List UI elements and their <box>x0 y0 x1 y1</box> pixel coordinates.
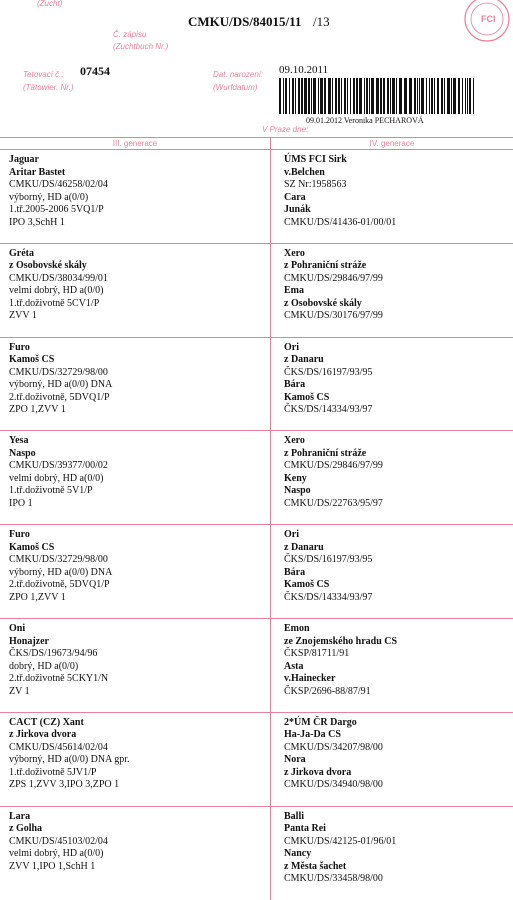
birth-date-value: 09.10.2011 <box>279 64 329 76</box>
barcode-bar <box>332 78 333 114</box>
top-divider <box>0 137 513 138</box>
barcode-bar <box>347 78 348 114</box>
barcode-bar <box>431 78 433 114</box>
entry-line: SZ Nr:1958563 <box>284 179 347 190</box>
entry-line: ČKS/DS/14334/93/97 <box>284 404 373 416</box>
barcode-bar <box>364 78 365 114</box>
barcode-bar <box>308 78 310 114</box>
barcode-bar <box>434 78 435 114</box>
barcode-bar <box>447 78 450 114</box>
gen3-entry <box>9 342 112 417</box>
birth-date-label: Dat. narození: <box>213 70 264 79</box>
entry-line: CMKU/DS/33458/98/00 <box>284 873 383 885</box>
entry-line: Naspo <box>9 447 36 459</box>
entry-line: Ema <box>284 285 304 297</box>
entry-line: výborný, HD a(0/0) DNA <box>9 566 113 578</box>
barcode-bar <box>285 78 287 114</box>
entry-line: CMKU/DS/29846/97/99 <box>284 460 383 472</box>
barcode-bar <box>304 78 307 114</box>
barcode-bar <box>320 78 323 114</box>
entry-line: CMKU/DS/42125-01/96/01 <box>284 835 397 847</box>
gen3-entry <box>9 717 130 792</box>
entry-line: CMKU/DS/45103/02/04 <box>9 835 108 847</box>
row-divider <box>0 806 513 807</box>
barcode <box>279 78 474 114</box>
row-divider <box>0 337 513 338</box>
entry-line: ZPS 1,ZVV 3,IPO 3,ZPO 1 <box>9 779 120 791</box>
barcode-bar <box>453 78 456 114</box>
gen4-header: IV. generace <box>369 139 415 148</box>
gen3-entry <box>9 811 108 874</box>
entry-line: velmi dobrý, HD a(0/0) <box>9 848 104 860</box>
barcode-bar <box>311 78 312 114</box>
registration-number: CMKU/DS/84015/11 <box>188 14 302 29</box>
place-date-label: V Praze dne: <box>262 125 309 134</box>
barcode-bar <box>338 78 340 114</box>
row-divider <box>0 618 513 619</box>
entry-line: Yesa <box>9 435 29 447</box>
gen4-entry <box>284 529 372 604</box>
gen4-entry <box>284 717 383 792</box>
entry-line: IPO 1 <box>9 497 33 509</box>
entry-line: CMKU/DS/32729/98/00 <box>9 554 108 566</box>
barcode-bar <box>295 78 296 114</box>
entry-line: z Pohraniční stráže <box>284 447 367 459</box>
entry-line: CMKU/DS/39377/00/02 <box>9 460 108 472</box>
entry-line: z Jirkova dvora <box>9 729 77 741</box>
row-divider <box>0 430 513 431</box>
barcode-bar <box>283 78 284 114</box>
barcode-bar <box>313 78 316 114</box>
barcode-bar <box>371 78 374 114</box>
gen4-entry <box>284 623 397 698</box>
entry-line: Cara <box>284 191 306 203</box>
barcode-bar <box>404 78 407 114</box>
tattoo-label: Tetovací č.: <box>23 70 64 79</box>
tattoo-sub-label: (Tätowier. Nr.) <box>23 83 74 92</box>
entry-line: 1.tř.doživotně 5V1/P <box>9 485 93 497</box>
tattoo-value: 07454 <box>80 64 110 78</box>
gen4-entry <box>284 435 383 510</box>
entry-line: Gréta <box>9 247 34 259</box>
barcode-bar <box>318 78 319 114</box>
entry-line: Naspo <box>284 485 311 497</box>
entry-line: Asta <box>284 660 304 672</box>
entry-line: CACT (CZ) Xant <box>9 716 84 728</box>
entry-line: z Osobovské skály <box>9 260 87 272</box>
barcode-bar <box>429 78 430 114</box>
barcode-bar <box>396 78 397 114</box>
barcode-bar <box>387 78 389 114</box>
barcode-bar <box>359 78 362 114</box>
entry-line: v.Belchen <box>284 166 325 178</box>
entry-line: z Golha <box>9 823 43 835</box>
entry-line: CMKU/DS/22763/95/97 <box>284 497 383 509</box>
barcode-bar <box>473 78 474 114</box>
entry-line: 2*ÚM ČR Dargo <box>284 716 357 728</box>
barcode-bar <box>419 78 420 114</box>
entry-line: výborný, HD a(0/0) DNA gpr. <box>9 754 130 766</box>
entry-line: Lara <box>9 810 31 822</box>
entry-line: Junák <box>284 204 311 215</box>
gen4-entry <box>284 248 383 323</box>
entry-line: 2.tř.doživotně, 5DVQ1/P <box>9 391 110 403</box>
entry-line: Emon <box>284 623 310 634</box>
column-divider <box>270 137 271 900</box>
entry-line: CMKU/DS/41436-01/00/01 <box>284 216 397 228</box>
entry-line: z Danaru <box>284 541 324 553</box>
barcode-bar <box>469 78 471 114</box>
entry-line: Ori <box>284 341 299 353</box>
entry-line: z Pohraniční stráže <box>284 260 367 272</box>
entry-line: CMKU/DS/34207/98/00 <box>284 741 383 753</box>
barcode-bar <box>380 78 382 114</box>
gen3-entry <box>9 248 108 323</box>
barcode-bar <box>324 78 326 114</box>
entry-line: 1.tř.2005-2006 5VQ1/P <box>9 204 104 215</box>
entry-line: Panta Rei <box>284 823 326 835</box>
barcode-bar <box>341 78 342 114</box>
barcode-bar <box>437 78 439 114</box>
barcode-bar <box>399 78 402 114</box>
entry-line: Furo <box>9 529 30 541</box>
gen3-entry <box>9 435 108 510</box>
entry-line: ČKS/DS/16197/93/95 <box>284 366 373 378</box>
barcode-bar <box>465 78 466 114</box>
barcode-bar <box>441 78 443 114</box>
fci-seal-text: FCI <box>481 14 496 24</box>
barcode-bar <box>444 78 445 114</box>
entry-line: ČKS/DS/14334/93/97 <box>284 591 373 603</box>
barcode-bar <box>451 78 452 114</box>
barcode-bar <box>414 78 416 114</box>
entry-line: Xero <box>284 247 305 259</box>
entry-line: Kamoš CS <box>9 354 55 366</box>
entry-line: Ori <box>284 529 299 541</box>
entry-line: Furo <box>9 341 30 353</box>
barcode-bar <box>335 78 337 114</box>
zapisu-sub-label: (Zuchtbuch Nr.) <box>113 42 169 51</box>
birth-date-sub-label: (Wurfdatum) <box>213 83 258 92</box>
entry-line: 2.tř.doživotně, 5DVQ1/P <box>9 579 110 591</box>
fci-seal-icon <box>462 0 512 44</box>
barcode-bar <box>350 78 351 114</box>
entry-line: z Jirkova dvora <box>284 766 352 778</box>
entry-line: ČKS/DS/19673/94/96 <box>9 648 98 659</box>
entry-line: CMKU/DS/34940/98/00 <box>284 779 383 791</box>
entry-line: 1.tř.doživotně 5JV1/P <box>9 766 97 778</box>
barcode-bar <box>426 78 427 114</box>
entry-line: ČKSP/2696-88/87/91 <box>284 685 371 697</box>
entry-line: Kamoš CS <box>9 541 55 553</box>
barcode-bar <box>392 78 395 114</box>
entry-line: 1.tř.doživotně 5CV1/P <box>9 297 100 309</box>
row-divider <box>0 524 513 525</box>
header-divider <box>0 149 513 150</box>
barcode-bar <box>353 78 355 114</box>
barcode-bar <box>376 78 379 114</box>
entry-line: Xero <box>284 435 305 447</box>
gen3-header: III. generace <box>112 139 158 148</box>
gen4-entry <box>284 342 372 417</box>
entry-line: Nancy <box>284 848 312 860</box>
row-divider <box>0 243 513 244</box>
entry-line: Bára <box>284 566 306 578</box>
entry-line: Oni <box>9 623 26 634</box>
row-divider <box>0 712 513 713</box>
barcode-bar <box>289 78 290 114</box>
entry-line: v.Hainecker <box>284 673 336 684</box>
entry-line: velmi dobrý, HD a(0/0) <box>9 285 104 297</box>
entry-line: Keny <box>284 472 307 484</box>
entry-line: ZVV 1,IPO 1,SchH 1 <box>9 860 96 872</box>
issued-stamp: 09.01.2012 Veronika PECHAROVÁ <box>306 116 424 125</box>
zucht-label: (Zucht) <box>37 0 63 8</box>
entry-line: z Města šachet <box>284 860 347 872</box>
entry-line: dobrý, HD a(0/0) <box>9 660 79 672</box>
entry-line: ČKSP/81711/91 <box>284 648 350 659</box>
barcode-bar <box>383 78 385 114</box>
barcode-bar <box>421 78 424 114</box>
entry-line: ZPO 1,ZVV 1 <box>9 591 66 603</box>
entry-line: ÚMS FCI Sirk <box>284 154 347 165</box>
entry-line: z Osobovské skály <box>284 297 362 309</box>
barcode-bar <box>328 78 331 114</box>
entry-line: Kamoš CS <box>284 391 330 403</box>
entry-line: Balli <box>284 810 305 822</box>
entry-line: CMKU/DS/29846/97/99 <box>284 272 383 284</box>
barcode-bar <box>279 78 281 114</box>
gen3-entry <box>9 154 108 229</box>
entry-line: CMKU/DS/45614/02/04 <box>9 741 108 753</box>
entry-line: CMKU/DS/30176/97/99 <box>284 310 383 322</box>
entry-line: z Danaru <box>284 354 324 366</box>
entry-line: CMKU/DS/32729/98/00 <box>9 366 108 378</box>
barcode-bar <box>462 78 463 114</box>
barcode-bar <box>390 78 391 114</box>
barcode-bar <box>344 78 346 114</box>
entry-line: ZPO 1,ZVV 1 <box>9 404 66 416</box>
gen3-entry <box>9 529 112 604</box>
barcode-bar <box>467 78 468 114</box>
gen4-entry <box>284 154 396 229</box>
barcode-bar <box>292 78 294 114</box>
entry-line: CMKU/DS/46258/02/04 <box>9 179 108 190</box>
barcode-bar <box>366 78 368 114</box>
registration-suffix: /13 <box>313 14 330 29</box>
barcode-bar <box>298 78 300 114</box>
entry-line: ČKS/DS/16197/93/95 <box>284 554 373 566</box>
barcode-bar <box>356 78 358 114</box>
barcode-bar <box>458 78 460 114</box>
entry-line: Aritar Bastet <box>9 166 66 178</box>
entry-line: výborný, HD a(0/0) <box>9 191 89 203</box>
zapisu-label: Č. zápisu <box>113 30 147 39</box>
entry-line: IPO 3,SchH 1 <box>9 216 65 228</box>
entry-line: velmi dobrý, HD a(0/0) <box>9 472 104 484</box>
barcode-bar <box>301 78 303 114</box>
gen3-entry <box>9 623 108 698</box>
entry-line: Ha-Ja-Da CS <box>284 729 341 741</box>
entry-line: Bára <box>284 379 306 391</box>
entry-line: Nora <box>284 754 306 766</box>
entry-line: CMKU/DS/38034/99/01 <box>9 272 108 284</box>
entry-line: výborný, HD a(0/0) DNA <box>9 379 113 391</box>
barcode-bar <box>417 78 418 114</box>
entry-line: 2.tř.doživotně 5CKY1/N <box>9 673 109 684</box>
barcode-bar <box>369 78 370 114</box>
entry-line: ZV 1 <box>9 685 30 697</box>
entry-line: Kamoš CS <box>284 579 330 591</box>
entry-line: ze Znojemského hradu CS <box>284 635 398 647</box>
gen4-entry <box>284 811 396 886</box>
entry-line: Honajzer <box>9 635 49 647</box>
entry-line: ZVV 1 <box>9 310 37 322</box>
barcode-bar <box>409 78 412 114</box>
entry-line: Jaguar <box>9 154 39 165</box>
